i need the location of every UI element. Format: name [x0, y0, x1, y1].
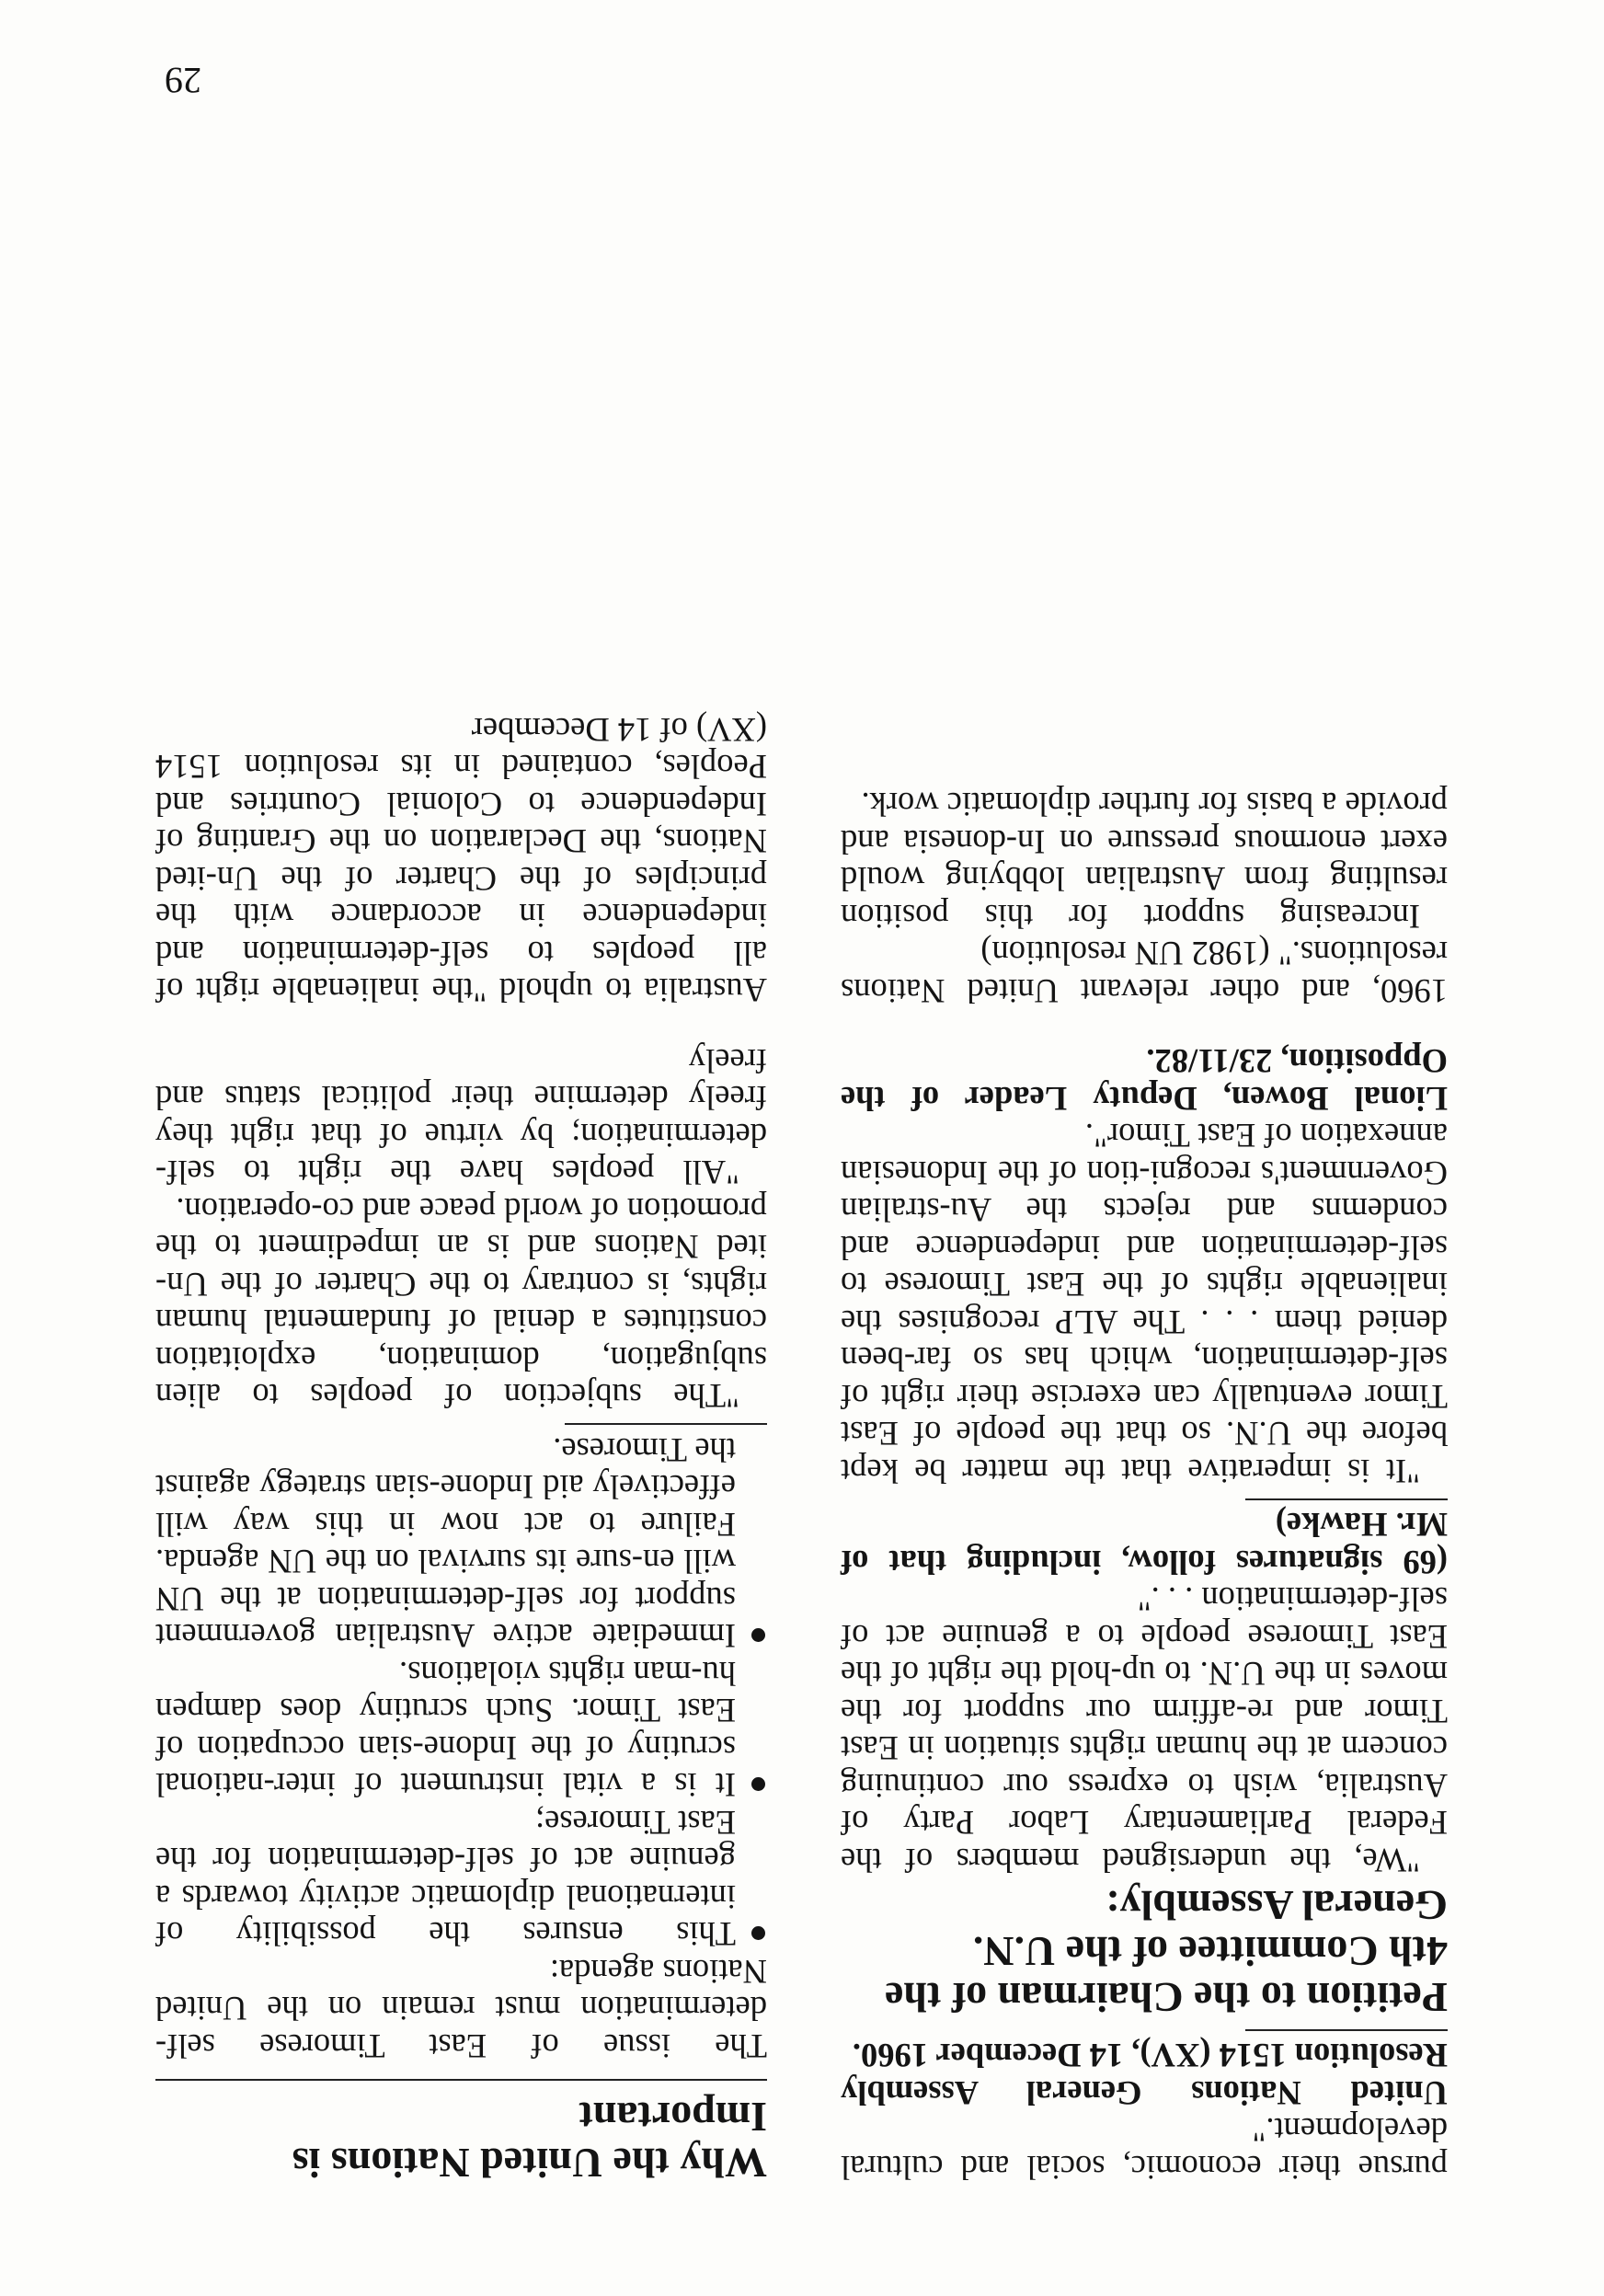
right-column — [155, 711, 767, 2187]
bullet-icon — [751, 1629, 765, 1643]
petition-signatures: (69 signatures follow, including that of Mr. Hawke) — [841, 1506, 1448, 1581]
bullet-icon — [751, 1927, 765, 1941]
un-resolution-continuation: 1960, and other relevant United Nations resolutions." (1982 UN resolution) — [841, 935, 1448, 1010]
bullet-item — [155, 1431, 767, 1655]
bowen-attribution: Lional Bowen, Deputy Leader of the Opposition, 23/11/82. — [841, 1042, 1448, 1118]
quote-australia: Australia to uphold "the inalienable right of all peoples to self-determination and independence in accordance with the principles of the Charter of the Un-ited Nations, the Declaration on the Granting of Independence to Colonial Countries and Peoples, contained in its resolution 1514 (XV) of 14 December — [155, 711, 767, 1010]
divider — [1245, 1498, 1448, 1500]
bullet-text: Immediate active Australian government support for self-determination at the UN will en-sure its survival on the UN agenda. Failure to act now in this way will effectively aid Indone-sian strategy against the Timorese. — [155, 1431, 736, 1656]
bullet-item — [155, 1655, 767, 1804]
divider — [1245, 2029, 1448, 2031]
resolution-citation: United Nations General Assembly Resolution 1514 (XV), 14 December 1960. — [841, 2037, 1448, 2112]
heading-rule — [155, 2079, 767, 2081]
section-heading: Why the United Nations is Important — [292, 2094, 767, 2187]
continuation-text: pursue their economic, social and cultural development." — [841, 2111, 1448, 2187]
quote-all-peoples: "All peoples have the right to self-determination; by virtue of that right they freely determine their political status and freely — [155, 1042, 767, 1192]
bowen-quote: "It is imperative that the matter be kept before the U.N. so that the people of East Timor eventually can exercise their right of self-determination, which has so far-been denied them . . . The ALP recognises the inalienable rights of the East Timorese to self-determination and independence and condemns and rejects the Au-stralian Government's recogni-tion of the Indonesian annexation of East Timor". — [841, 1117, 1448, 1490]
bullet-icon — [751, 1778, 765, 1792]
petition-quote: "We, the undersigned members of the Federal Parliamentary Labor Party of Australia, wish to express our continuing concern at the human rights situation in East Timor and re-affirm our support for the moves in the U.N. to up-hold the right of the East Timorese people to a genuine act of self-determination . . ." — [841, 1580, 1448, 1879]
quote-subjection: "The subjection of peoples to alien subjugation, domination, exploitation constitutes a denial of fundamental human rights, is contrary to the Charter of the Un-ited Nations and is an impediment to the promotion of world peace and co-operation. — [155, 1191, 767, 1416]
left-column — [841, 786, 1448, 2186]
intro-text: The issue of East Timorese self-determination must remain on the United Nations agenda: — [155, 1953, 767, 2065]
bullet-item — [155, 1804, 767, 1953]
petition-heading: Petition to the Chairman of the 4th Committee of the U.N. General Assembly: — [885, 1882, 1448, 2021]
page-number: 29 — [165, 60, 201, 101]
bullet-text: This ensures the possibility of international diplomatic activity towards a genuine act of self-determination for the East Timorese; — [155, 1804, 736, 1954]
bullet-text: It is a vital instrument of inter-national scrutiny of the Indone-sian occupation of East Timor. Such scrutiny does dampen hu-man rights violations. — [155, 1655, 736, 1805]
divider — [565, 1424, 767, 1426]
closing-paragraph: Increasing support for this position resulting from Australian lobbying would exert enormous pressure on In-donesia and provide a basis for further diplomatic work. — [841, 786, 1448, 936]
